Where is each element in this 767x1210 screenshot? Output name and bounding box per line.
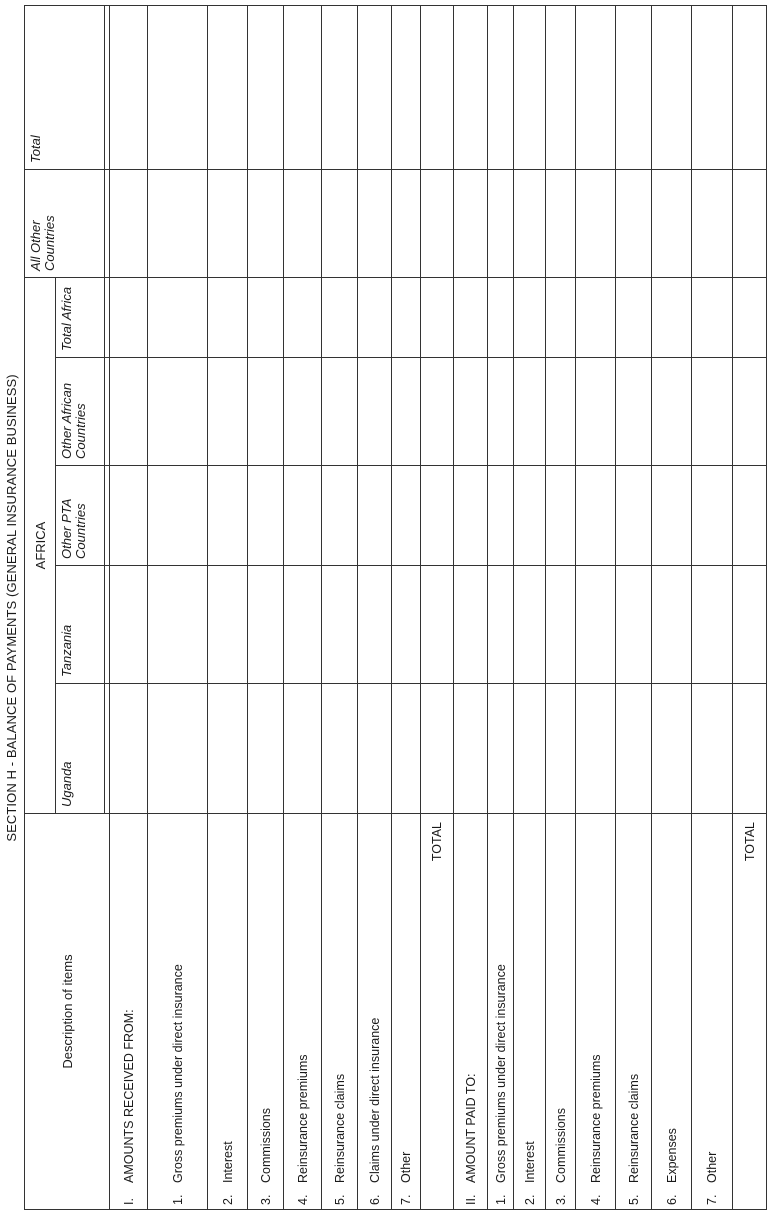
- data-cell[interactable]: [248, 566, 284, 684]
- item-number: 1.: [170, 1194, 185, 1205]
- data-cell[interactable]: [392, 278, 421, 358]
- row-label: [322, 814, 358, 1210]
- data-cell[interactable]: [421, 170, 454, 278]
- data-cell[interactable]: [421, 566, 454, 684]
- item-label: Interest: [220, 1141, 235, 1183]
- data-cell[interactable]: [392, 466, 421, 566]
- data-cell[interactable]: [692, 466, 733, 566]
- item-label: Commissions: [258, 1107, 273, 1183]
- data-cell[interactable]: [284, 566, 322, 684]
- data-cell[interactable]: [322, 566, 358, 684]
- item-number: 7.: [399, 1194, 413, 1205]
- table-row: [488, 6, 514, 1210]
- item-number: 2.: [220, 1194, 235, 1205]
- section-2-numeral: II.: [463, 1194, 478, 1205]
- data-cell[interactable]: [616, 566, 652, 684]
- data-cell[interactable]: [148, 6, 208, 170]
- all-other-countries-header: All Other Countries: [25, 170, 105, 278]
- total-header: Total: [25, 6, 105, 170]
- row-label: [616, 814, 652, 1210]
- data-cell[interactable]: [358, 6, 392, 170]
- table-row: [546, 6, 576, 1210]
- row-label: [392, 814, 421, 1210]
- item-label: Gross premiums under direct insurance: [493, 964, 508, 1183]
- data-cell[interactable]: [692, 278, 733, 358]
- table-row: [692, 6, 733, 1210]
- data-cell[interactable]: [110, 278, 148, 358]
- page-title: SECTION H - BALANCE OF PAYMENTS (GENERAL INSURANCE BUSINESS): [4, 374, 19, 842]
- data-cell[interactable]: [576, 684, 616, 814]
- description-header: Description of items: [25, 814, 110, 1210]
- data-cell[interactable]: [322, 170, 358, 278]
- data-cell[interactable]: [546, 684, 576, 814]
- table-row: [284, 6, 322, 1210]
- row-label: [248, 814, 284, 1210]
- data-cell[interactable]: [576, 170, 616, 278]
- data-cell[interactable]: [322, 358, 358, 466]
- data-cell[interactable]: [733, 278, 767, 358]
- data-cell[interactable]: [284, 170, 322, 278]
- data-cell[interactable]: [358, 358, 392, 466]
- data-cell[interactable]: [392, 358, 421, 466]
- table-row: [616, 6, 652, 1210]
- table-row: [322, 6, 358, 1210]
- item-label: Commissions: [553, 1107, 568, 1183]
- data-cell[interactable]: [546, 566, 576, 684]
- item-label: Reinsurance premiums: [588, 1054, 603, 1183]
- item-label: Reinsurance premiums: [295, 1054, 310, 1183]
- data-cell[interactable]: [652, 170, 692, 278]
- data-cell[interactable]: [110, 170, 148, 278]
- section-2-heading-text: AMOUNT PAID TO:: [463, 1073, 478, 1183]
- data-cell[interactable]: [514, 358, 546, 466]
- data-cell[interactable]: [358, 278, 392, 358]
- data-cell[interactable]: [616, 6, 652, 170]
- data-cell[interactable]: [454, 684, 488, 814]
- data-cell[interactable]: [208, 170, 248, 278]
- data-cell[interactable]: [322, 6, 358, 170]
- data-cell[interactable]: [208, 566, 248, 684]
- data-cell[interactable]: [110, 684, 148, 814]
- data-cell[interactable]: [421, 278, 454, 358]
- data-cell[interactable]: [733, 170, 767, 278]
- data-cell[interactable]: [392, 6, 421, 170]
- data-cell[interactable]: [110, 358, 148, 466]
- section-1-heading-text: AMOUNTS RECEIVED FROM:: [121, 1009, 136, 1183]
- data-cell[interactable]: [421, 684, 454, 814]
- item-number: 2.: [522, 1194, 537, 1205]
- data-cell[interactable]: [421, 466, 454, 566]
- data-cell[interactable]: [248, 278, 284, 358]
- row-label: [576, 814, 616, 1210]
- data-cell[interactable]: [733, 358, 767, 466]
- row-label: [652, 814, 692, 1210]
- data-cell[interactable]: [576, 278, 616, 358]
- other-african-countries-header: Other African Countries: [56, 358, 105, 466]
- data-cell[interactable]: [546, 6, 576, 170]
- data-cell[interactable]: [421, 358, 454, 466]
- data-cell[interactable]: [208, 278, 248, 358]
- data-cell[interactable]: [733, 566, 767, 684]
- data-cell[interactable]: [488, 566, 514, 684]
- table-row: [392, 6, 421, 1210]
- data-cell[interactable]: [692, 566, 733, 684]
- item-label: Gross premiums under direct insurance: [170, 964, 185, 1183]
- section-2-total-label: TOTAL: [733, 814, 767, 1210]
- item-number: 1.: [493, 1194, 508, 1205]
- item-number: 6.: [367, 1194, 382, 1205]
- table-row: [652, 6, 692, 1210]
- row-label: [488, 814, 514, 1210]
- table-row: [208, 6, 248, 1210]
- data-cell[interactable]: [692, 6, 733, 170]
- item-label: Reinsurance claims: [332, 1073, 347, 1183]
- data-cell[interactable]: [576, 566, 616, 684]
- item-label: Expenses: [664, 1128, 679, 1183]
- data-cell[interactable]: [488, 170, 514, 278]
- data-cell[interactable]: [284, 278, 322, 358]
- data-cell[interactable]: [322, 278, 358, 358]
- data-cell[interactable]: [652, 566, 692, 684]
- table-row: [148, 6, 208, 1210]
- item-label: Interest: [522, 1141, 537, 1183]
- data-cell[interactable]: [546, 278, 576, 358]
- data-cell[interactable]: [358, 566, 392, 684]
- row-label: [148, 814, 208, 1210]
- data-cell[interactable]: [546, 466, 576, 566]
- table-row-total: [421, 6, 454, 1210]
- table-row: [358, 6, 392, 1210]
- data-cell[interactable]: [322, 466, 358, 566]
- data-cell[interactable]: [652, 358, 692, 466]
- data-cell[interactable]: [616, 358, 652, 466]
- data-cell[interactable]: [652, 684, 692, 814]
- data-cell[interactable]: [358, 170, 392, 278]
- data-cell[interactable]: [454, 566, 488, 684]
- table-row: [514, 6, 546, 1210]
- data-cell[interactable]: [546, 358, 576, 466]
- data-cell[interactable]: [322, 684, 358, 814]
- item-number: 5.: [626, 1194, 641, 1205]
- data-cell[interactable]: [248, 6, 284, 170]
- row-label: [208, 814, 248, 1210]
- data-cell[interactable]: [616, 466, 652, 566]
- data-cell[interactable]: [514, 170, 546, 278]
- data-cell[interactable]: [148, 358, 208, 466]
- section-1-numeral: I.: [121, 1198, 136, 1205]
- data-cell[interactable]: [110, 466, 148, 566]
- header-row-top: [25, 6, 56, 1210]
- data-cell[interactable]: [692, 358, 733, 466]
- item-number: 6.: [664, 1194, 679, 1205]
- table-row: [248, 6, 284, 1210]
- data-cell[interactable]: [454, 170, 488, 278]
- data-cell[interactable]: [148, 684, 208, 814]
- africa-header: AFRICA: [25, 278, 56, 814]
- uganda-header: Uganda: [56, 684, 105, 814]
- other-pta-countries-header: Other PTA Countries: [56, 466, 105, 566]
- item-number: 7.: [705, 1194, 719, 1205]
- item-number: 5.: [332, 1194, 347, 1205]
- row-label: [514, 814, 546, 1210]
- data-cell[interactable]: [576, 6, 616, 170]
- data-cell[interactable]: [733, 6, 767, 170]
- total-africa-header: Total Africa: [56, 278, 105, 358]
- section-2-heading: [454, 814, 488, 1210]
- item-label: Claims under direct insurance: [367, 1017, 382, 1183]
- data-cell[interactable]: [692, 170, 733, 278]
- data-cell[interactable]: [208, 684, 248, 814]
- row-label: [284, 814, 322, 1210]
- data-cell[interactable]: [284, 6, 322, 170]
- item-number: 3.: [258, 1194, 273, 1205]
- data-cell[interactable]: [392, 566, 421, 684]
- data-cell[interactable]: [208, 6, 248, 170]
- data-cell[interactable]: [576, 466, 616, 566]
- data-cell[interactable]: [488, 358, 514, 466]
- data-cell[interactable]: [454, 466, 488, 566]
- table-row: [110, 6, 148, 1210]
- data-cell[interactable]: [616, 684, 652, 814]
- data-cell[interactable]: [488, 466, 514, 566]
- data-cell[interactable]: [284, 684, 322, 814]
- data-cell[interactable]: [488, 6, 514, 170]
- data-cell[interactable]: [514, 566, 546, 684]
- data-cell[interactable]: [248, 170, 284, 278]
- data-cell[interactable]: [692, 684, 733, 814]
- data-cell[interactable]: [248, 684, 284, 814]
- item-number: 4.: [295, 1194, 310, 1205]
- item-number: 4.: [588, 1194, 603, 1205]
- data-cell[interactable]: [514, 684, 546, 814]
- data-cell[interactable]: [148, 566, 208, 684]
- data-cell[interactable]: [514, 466, 546, 566]
- data-cell[interactable]: [488, 684, 514, 814]
- data-cell[interactable]: [208, 358, 248, 466]
- row-label: [692, 814, 733, 1210]
- row-label: [546, 814, 576, 1210]
- data-cell[interactable]: [148, 278, 208, 358]
- data-cell[interactable]: [454, 358, 488, 466]
- section-1-total-label: TOTAL: [421, 814, 454, 1210]
- data-cell[interactable]: [110, 566, 148, 684]
- data-cell[interactable]: [358, 684, 392, 814]
- table-row: [576, 6, 616, 1210]
- data-cell[interactable]: [392, 170, 421, 278]
- data-cell[interactable]: [421, 6, 454, 170]
- data-cell[interactable]: [616, 170, 652, 278]
- data-cell[interactable]: [284, 466, 322, 566]
- data-cell[interactable]: [514, 6, 546, 170]
- data-cell[interactable]: [652, 466, 692, 566]
- data-cell[interactable]: [284, 358, 322, 466]
- data-cell[interactable]: [392, 684, 421, 814]
- data-cell[interactable]: [733, 466, 767, 566]
- row-label: [358, 814, 392, 1210]
- data-cell[interactable]: [454, 6, 488, 170]
- tanzania-header: Tanzania: [56, 566, 105, 684]
- balance-of-payments-table: [24, 5, 767, 1210]
- item-number: 3.: [553, 1194, 568, 1205]
- data-cell[interactable]: [148, 466, 208, 566]
- data-cell[interactable]: [514, 278, 546, 358]
- data-cell[interactable]: [652, 6, 692, 170]
- data-cell[interactable]: [652, 278, 692, 358]
- data-cell[interactable]: [454, 278, 488, 358]
- data-cell[interactable]: [148, 170, 208, 278]
- data-cell[interactable]: [616, 278, 652, 358]
- data-cell[interactable]: [110, 6, 148, 170]
- data-cell[interactable]: [208, 466, 248, 566]
- section-1-heading: [110, 814, 148, 1210]
- item-label: Reinsurance claims: [626, 1073, 641, 1183]
- data-cell[interactable]: [733, 684, 767, 814]
- item-label: Other: [399, 1151, 413, 1183]
- table-row-total: [733, 6, 767, 1210]
- data-cell[interactable]: [546, 170, 576, 278]
- data-cell[interactable]: [576, 358, 616, 466]
- table-row: [454, 6, 488, 1210]
- data-cell[interactable]: [248, 466, 284, 566]
- data-cell[interactable]: [488, 278, 514, 358]
- data-cell[interactable]: [248, 358, 284, 466]
- item-label: Other: [705, 1151, 719, 1183]
- data-cell[interactable]: [358, 466, 392, 566]
